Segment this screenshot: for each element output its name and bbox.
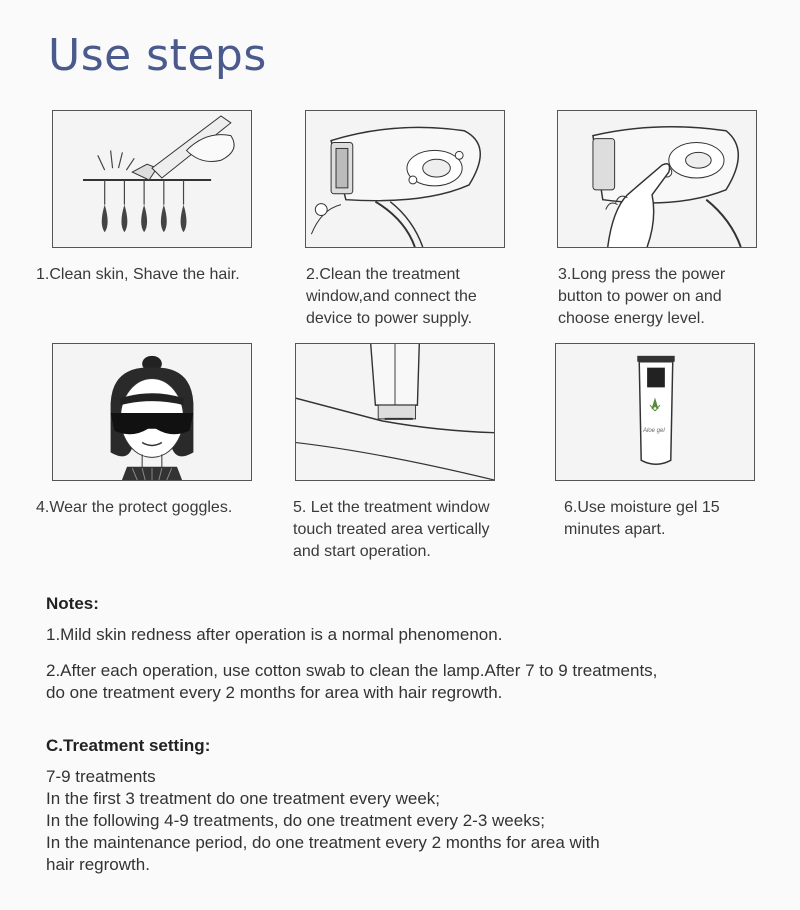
- razor-shaving-image: [53, 111, 251, 247]
- notes-heading: Notes:: [46, 594, 99, 613]
- aloe-gel-tube-image: [556, 344, 754, 480]
- treatment-setting-text: 7-9 treatments In the first 3 treatment do one treatment every week; In the following 4-9 treatments, do one treatment every 2-3 weeks; In the maintenance period, do one treatment every 2 months for area with hair regrowth.: [46, 767, 600, 874]
- step-6-illustration: [555, 343, 755, 481]
- step-4-illustration: [52, 343, 252, 481]
- step-3-caption: 3.Long press the power button to power on and choose energy level.: [558, 266, 726, 327]
- step-4-caption: 4.Wear the protect goggles.: [36, 499, 233, 516]
- person-wearing-goggles-image: [53, 344, 251, 480]
- device-side-image: [306, 111, 504, 247]
- device-on-skin-image: [296, 344, 494, 480]
- step-1-caption: 1.Clean skin, Shave the hair.: [36, 266, 240, 283]
- treatment-setting-heading: C.Treatment setting:: [46, 736, 211, 755]
- step-2-illustration: [305, 110, 505, 248]
- gel-label: Aloe gel: [643, 428, 665, 434]
- step-6-caption: 6.Use moisture gel 15 minutes apart.: [564, 499, 720, 538]
- press-power-button-image: [558, 111, 756, 247]
- step-1-illustration: [52, 110, 252, 248]
- step-2-caption: 2.Clean the treatment window,and connect the device to power supply.: [306, 266, 477, 327]
- step-3-illustration: [557, 110, 757, 248]
- step-5-illustration: [295, 343, 495, 481]
- notes-item-1: 1.Mild skin redness after operation is a normal phenomenon.: [46, 625, 503, 644]
- page-title: Use steps: [48, 30, 267, 81]
- notes-item-2: 2.After each operation, use cotton swab to clean the lamp.After 7 to 9 treatments, do one treatment every 2 months for area with hair regrowth.: [46, 661, 658, 702]
- step-5-caption: 5. Let the treatment window touch treated area vertically and start operation.: [293, 499, 490, 560]
